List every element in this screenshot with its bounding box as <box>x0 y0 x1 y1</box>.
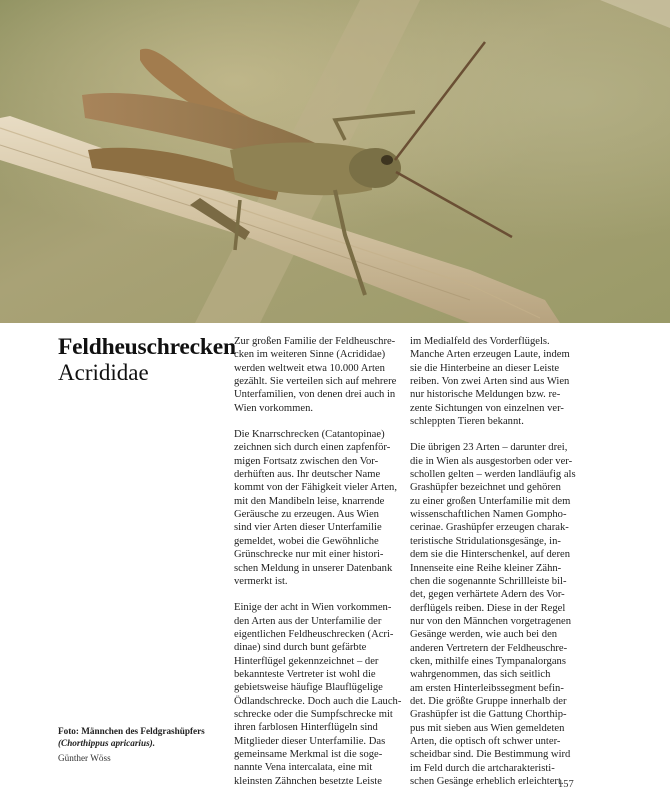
text-line: Grashüpfer bezeichnet und gehören <box>410 482 561 494</box>
page-title: Feldheuschrecken <box>58 334 236 360</box>
text-line: sie die Hinterbeine an dieser Leiste <box>410 362 560 374</box>
text-line: Manche Arten erzeugen Laute, indem <box>410 349 570 361</box>
text-line: zu einer großen Unterfamilie mit dem <box>410 495 571 507</box>
text-line: eigentlichen Feldheuschrecken (Acri- <box>234 628 394 640</box>
text-line: zeichnen sich durch einen zapfenför- <box>234 442 391 454</box>
caption-line-1: Foto: Männchen des Feldgrashüpfers <box>58 726 205 736</box>
text-line: zente Sichtungen von einzelnen ver- <box>410 402 564 414</box>
text-line: gemeinsame Merkmal ist die soge- <box>234 748 383 760</box>
text-line: sind vier Arten dieser Unterfamilie <box>234 522 382 534</box>
text-line: teristische Stridulationsgesänge, in- <box>410 535 561 547</box>
paragraph <box>410 335 582 428</box>
text-line: cken, mithilfe eines Tympanalorgans <box>410 655 566 667</box>
text-line: Die Knarrschrecken (Catantopinae) <box>234 429 385 441</box>
text-line: die in Wien als ausgestorben oder ver- <box>410 455 573 467</box>
text-line: schollen gelten – werden landläufig als <box>410 469 576 481</box>
photo-credit: Günther Wöss <box>58 753 111 763</box>
article-heading <box>58 334 236 386</box>
text-line: Arten, die optisch oft schwer unter- <box>410 735 561 747</box>
text-line: Ödlandschrecke. Doch auch die Lauch- <box>234 695 402 707</box>
text-line: schen Gesänge erheblich erleichtert. <box>410 776 564 787</box>
text-line: kleinsten Zähnchen besetzte Leiste <box>234 775 382 787</box>
page-subtitle: Acrididae <box>58 360 149 385</box>
text-line: reiben. Von zwei Arten sind aus Wien <box>410 376 570 388</box>
text-line: scheidbar sind. Die Bestimmung wird <box>410 749 571 761</box>
text-line: Innenseite eine Reihe kleiner Zähn- <box>410 562 562 574</box>
text-line: nur von den Männchen vorgetragenen <box>410 615 572 627</box>
text-line: wahrgenommen, das sich seitlich <box>410 669 551 681</box>
text-line: kommt von der Fähigkeit vieler Arten, <box>234 482 397 494</box>
text-line: Wien vorkommen. <box>234 402 314 414</box>
caption-line-2: (Chorthippus apricarius). <box>58 738 156 748</box>
text-line: gebietsweise häufige Blauflügelige <box>234 682 383 694</box>
text-line: schrecke oder die Sumpfschrecke mit <box>234 708 393 720</box>
text-line: derhüften aus. Ihr deutscher Name <box>234 469 381 481</box>
text-line: wissenschaftlichen Namen Gompho- <box>410 509 567 521</box>
paragraph <box>234 335 406 415</box>
text-line: nur historische Meldungen bzw. re- <box>410 389 561 401</box>
text-line: Mitglieder dieser Unterfamilie. Das <box>234 735 386 747</box>
photo-caption <box>58 725 228 764</box>
text-line: Grashüpfer ist die Gattung Chorthip- <box>410 709 567 721</box>
text-line: Hinterflügel gekennzeichnet – der <box>234 655 379 667</box>
text-line: bekannteste Vertreter ist wohl die <box>234 668 376 680</box>
text-line: dem sie die Hinterschenkel, auf deren <box>410 549 571 561</box>
text-line: im Medialfeld des Vorderflügels. <box>410 336 550 347</box>
text-line: vermerkt ist. <box>234 575 288 587</box>
text-line: schleppten Tieren bekannt. <box>410 416 524 428</box>
text-line: Die übrigen 23 Arten – darunter drei, <box>410 442 568 454</box>
page-number: 157 <box>558 779 574 790</box>
text-line: gezählt. Sie verteilen sich auf mehrere <box>234 376 397 388</box>
text-line: Gesänge werden, wie auch bei den <box>410 629 558 641</box>
text-line: Einige der acht in Wien vorkommen- <box>234 602 392 614</box>
text-line: pus mit sieben aus Wien gemeldeten <box>410 722 565 734</box>
text-line: Zur großen Familie der Feldheuschre- <box>234 336 396 347</box>
text-column-1 <box>234 335 406 788</box>
paragraph <box>234 428 406 588</box>
text-line: cerinae. Grashüpfer erzeugen charak- <box>410 522 569 534</box>
text-line: den Arten aus der Unterfamilie der <box>234 615 382 627</box>
text-line: im Feld durch die artcharakteristi- <box>410 762 555 774</box>
text-line: Geräusche zu erzeugen. Aus Wien <box>234 509 379 521</box>
text-line: nannte Vena intercalata, eine mit <box>234 762 373 774</box>
paragraph <box>234 601 406 788</box>
text-line: cken im weiteren Sinne (Acrididae) <box>234 349 386 361</box>
text-line: Unterfamilien, von denen drei auch in <box>234 389 396 401</box>
text-line: gemeldet, wobei die Gewöhnliche <box>234 535 379 547</box>
text-line: dinae) sind durch bunt gefärbte <box>234 642 367 654</box>
text-line: Grünschrecke nur mit einer histori- <box>234 549 384 561</box>
text-line: migen Fortsatz zwischen den Vor- <box>234 455 379 467</box>
text-column-2 <box>410 335 582 788</box>
text-line: mit den Mandibeln leise, knarrende <box>234 495 385 507</box>
grasshopper-photo <box>0 0 670 323</box>
text-line: am ersten Hinterleibssegment befin- <box>410 682 564 694</box>
text-line: anderen Vertretern der Feldheuschre- <box>410 642 568 654</box>
paragraph <box>410 441 582 788</box>
text-line: werden weltweit etwa 10.000 Arten <box>234 362 385 374</box>
text-line: ihren farblosen Hinterflügeln sind <box>234 722 378 734</box>
text-line: schen Meldung in unserer Datenbank <box>234 562 393 574</box>
text-line: derflügels reiben. Diese in der Regel <box>410 602 566 614</box>
text-line: det. Die größte Gruppe innerhalb der <box>410 695 567 707</box>
text-line: det, gegen verhärtete Adern des Vor- <box>410 589 565 601</box>
text-line: chen die sogenannte Schrillleiste bil- <box>410 575 567 587</box>
